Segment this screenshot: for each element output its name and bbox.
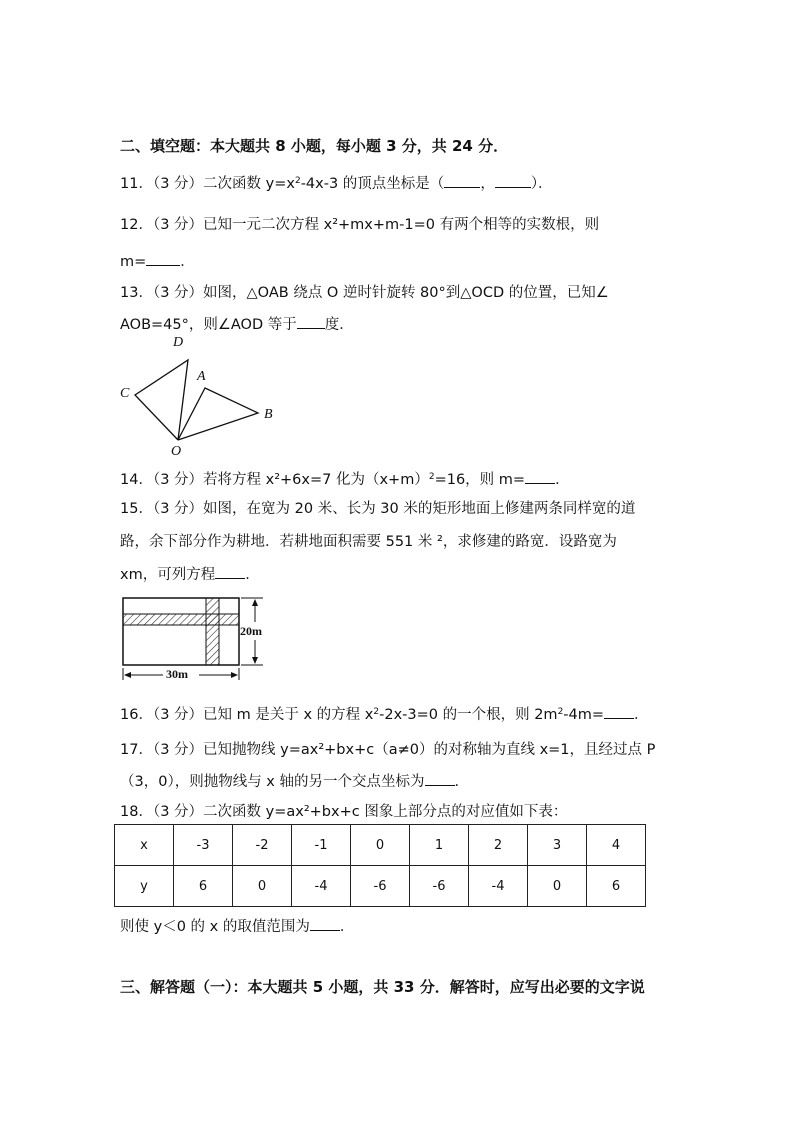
answer-blank (310, 918, 340, 931)
table-cell: 6 (174, 866, 233, 907)
table-cell: -4 (469, 866, 528, 907)
table-row (115, 825, 646, 866)
answer-blank (146, 253, 180, 266)
question-15-line-2: 路，余下部分作为耕地．若耕地面积需要 551 米 ²，求修建的路宽．设路宽为 (120, 534, 617, 550)
label-c: C (120, 386, 130, 401)
question-15-line-1: 15．（3 分）如图，在宽为 20 米、长为 30 米的矩形地面上修建两条同样宽的道 (120, 501, 636, 517)
answer-blank (495, 175, 531, 188)
question-18-line-1: 18．（3 分）二次函数 y=ax²+bx+c 图象上部分点的对应值如下表： (120, 804, 568, 820)
question-18-line-2: 则使 y＜0 的 x 的取值范围为 ． (120, 919, 355, 935)
width-label: 20m (240, 624, 262, 638)
question-12-line-1: 12．（3 分）已知一元二次方程 x²+mx+m-1=0 有两个相等的实数根，则 (120, 217, 600, 233)
table-cell: -6 (351, 866, 410, 907)
question-15-line-3: xm，可列方程 ． (120, 567, 260, 583)
table-cell: -6 (410, 866, 469, 907)
table-cell: 6 (587, 866, 646, 907)
value-table (114, 824, 646, 907)
table-cell: -4 (292, 866, 351, 907)
section-heading-fill-in: 二、填空题：本大题共 8 小题，每小题 3 分，共 24 分． (120, 137, 509, 155)
label-d: D (173, 335, 184, 350)
table-cell: -2 (233, 825, 292, 866)
table-cell: -3 (174, 825, 233, 866)
question-13-line-1: 13．（3 分）如图，△OAB 绕点 O 逆时针旋转 80°到△OCD 的位置，已知∠ (120, 285, 609, 301)
table-cell: -1 (292, 825, 351, 866)
answer-blank (425, 773, 455, 786)
label-o: O (171, 444, 182, 459)
answer-blank (215, 566, 245, 579)
answer-blank (444, 175, 480, 188)
section-heading-solutions: 三、解答题（一）：本大题共 5 小题，共 33 分．解答时，应写出必要的文字说 (120, 978, 645, 996)
answer-blank (604, 706, 634, 719)
table-cell: x (115, 825, 174, 866)
table-cell: 2 (469, 825, 528, 866)
length-label: 30m (166, 667, 188, 681)
question-17-line-2: （3，0），则抛物线与 x 轴的另一个交点坐标为 ． (120, 774, 469, 790)
label-a: A (197, 369, 206, 384)
table-row (115, 866, 646, 907)
question-16: 16．（3 分）已知 m 是关于 x 的方程 $x^2-2x-3=0$ 的一个根，则 $2m^2-4m=$ ． (120, 707, 649, 723)
table-cell: 0 (528, 866, 587, 907)
table-cell: 3 (528, 825, 587, 866)
question-11: 11．（3 分）二次函数 $y=x^2-4x-3$ 的顶点坐标是（ ， ）． (120, 176, 553, 192)
answer-blank (297, 316, 325, 329)
label-b: B (264, 407, 273, 422)
question-14: 14．（3 分）若将方程 x²+6x=7 化为$(x+m)^2=16$，则 m= ． (120, 472, 570, 488)
table-cell: y (115, 866, 174, 907)
table-cell: 1 (410, 825, 469, 866)
table-cell: 0 (351, 825, 410, 866)
table-cell: 4 (587, 825, 646, 866)
question-17-line-1: 17．（3 分）已知抛物线 y=ax²+bx+c（a≠0）的对称轴为直线 x=1，且经过点 P (120, 742, 656, 758)
question-13-line-2: AOB=45°，则∠AOD 等于 度． (120, 317, 354, 333)
rotation-figure (110, 330, 290, 460)
answer-blank (525, 471, 555, 484)
question-12-line-2: m= ． (120, 254, 195, 270)
table-cell: 0 (233, 866, 292, 907)
